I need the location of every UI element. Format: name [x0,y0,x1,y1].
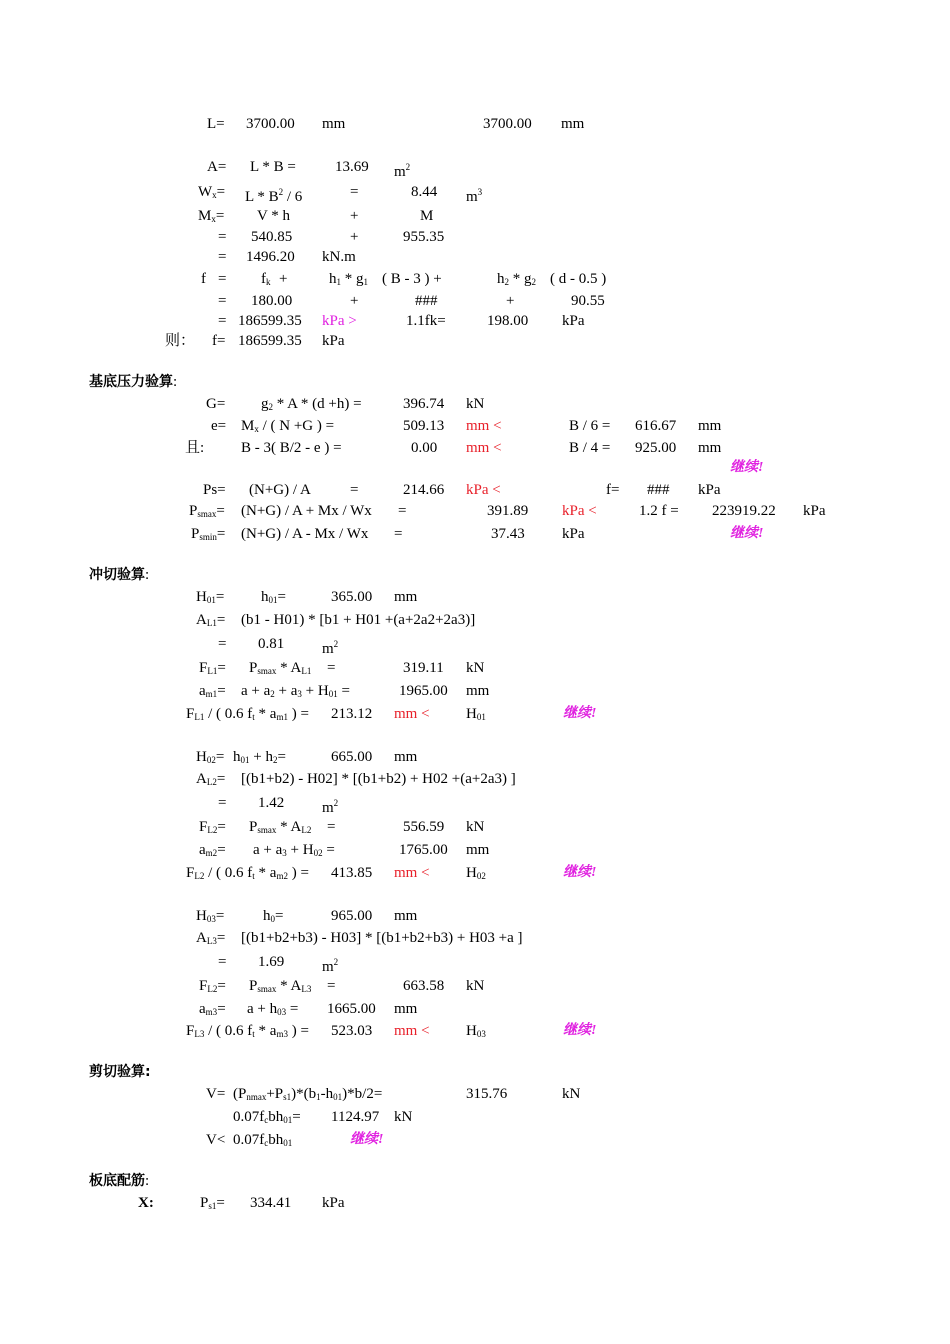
f3-unit-compare: kPa > [322,313,357,329]
f-b-minus-3: ( B - 3 ) + [382,271,442,287]
Mx2-value1: 540.85 [251,229,293,245]
f2-equals: = [218,293,227,309]
qie-B4-unit: mm [698,440,722,456]
L-label: L= [207,116,225,132]
H03-value: 965.00 [331,908,373,924]
AL2b-value: 1.42 [258,795,285,811]
Mx3-value: 1496.20 [246,249,295,265]
e-label: e= [211,418,227,434]
FL2-unit: kN [466,819,485,835]
check1-expression: $F_{L1}$ / ( 0.6 $f_t * a_{m1}$ ) = [186,706,309,722]
Psmax-value: 391.89 [487,503,529,519]
Wx-label: $W_x=$ [198,184,226,200]
Psmax-compare: kPa < [562,503,597,519]
check2-expression: $F_{L2}$ / ( 0.6 $f_t * a_{m2}$ ) = [186,865,309,881]
V-expression: $(P_{nmax}+P_{s1})*(b_1-h_{01})*b/2=$ [233,1086,383,1102]
FL3-equals: = [327,978,336,994]
f3-unit2: kPa [562,313,585,329]
f-equals: = [218,271,227,287]
AL2-label: $A_{L2}=$ [196,771,226,787]
h01-label: $h_{01}=$ [261,589,286,605]
H02-value: 665.00 [331,749,373,765]
f3-equals: = [218,313,227,329]
check2-value: 413.85 [331,865,373,881]
H03-label: $H_{03}=$ [196,908,225,924]
am1-label: $a_{m1}=$ [199,683,226,699]
G-label: G= [206,396,226,412]
e-expression: $M_x$ / ( N +G ) = [241,418,335,434]
FL2-expression: $P_{smax} * A_{L2}$ [249,819,312,835]
f-label: f [201,271,206,287]
am3-label: $a_{m3}=$ [199,1001,226,1017]
f2-value3: 90.55 [571,293,605,309]
V-value: 315.76 [466,1086,508,1102]
FL3-value: 663.58 [403,978,445,994]
e-compare: mm < [466,418,502,434]
resistance-value: 1124.97 [331,1109,380,1125]
Ps-expression: (N+G) / A [249,482,311,498]
Wx-unit: $m^3$ [466,187,483,205]
resistance-unit: kN [394,1109,413,1125]
f-h2g2: $h_2 * g_2$ [497,271,536,287]
Psmax-label: $P_{smax}=$ [189,503,225,519]
f4-unit: kPa [322,333,345,349]
check3-expression: $F_{L3}$ / ( 0.6 $f_t * a_{m3}$ ) = [186,1023,309,1039]
e-B6-unit: mm [698,418,722,434]
Psmin-expression: (N+G) / A - Mx / Wx [241,526,369,542]
f3-label: 1.1fk= [406,313,446,329]
check3-value: 523.03 [331,1023,373,1039]
FL2-label: $F_{L2}=$ [199,819,226,835]
Psmin-equals: = [394,526,403,542]
resistance-expression: $0.07f_cbh_{01}=$ [233,1109,301,1125]
L-value: 3700.00 [246,116,295,132]
am1-value: 1965.00 [399,683,448,699]
Wx-expression: L * $B^2 / 6$ [245,187,303,205]
check1-continue: 继续! [563,706,597,721]
e-value: 509.13 [403,418,445,434]
FL1-label: $F_{L1}=$ [199,660,226,676]
Ps-equals: = [350,482,359,498]
Mx3-equals: = [218,249,227,265]
am2-expression: $a + a_3 + H_{02}$ = [253,842,335,858]
check1-value: 213.12 [331,706,373,722]
section-base-pressure-title: 基底压力验算: [89,374,178,390]
Ps-value: 214.66 [403,482,445,498]
f-plus: + [279,271,288,287]
Ps1-label: $P_{s1}=$ [200,1195,225,1211]
f-fk: $f_k$ [261,271,271,287]
Psmax-equals: = [398,503,407,519]
AL2b-unit: $m^2$ [322,798,339,816]
Psmin-label: $P_{smin}=$ [191,526,226,542]
am1-expression: $a + a_2 + a_3 + H_{01}$ = [241,683,350,699]
Ps1-value: 334.41 [250,1195,292,1211]
H01-unit: mm [394,589,418,605]
Psmax-12f-unit: kPa [803,503,826,519]
H02-label: $H_{02}=$ [196,749,225,765]
f-d-minus-05: ( d - 0.5 ) [550,271,607,287]
H03-unit: mm [394,908,418,924]
Ps-f-value: ### [647,482,670,498]
shear-check-continue: 继续! [350,1132,384,1147]
A-unit: $m^2$ [394,162,411,180]
section-shear-title: 剪切验算: [89,1064,151,1080]
H02-expression: $h_{01} + h_2=$ [233,749,286,765]
qie-B4-label: B / 4 = [569,440,611,456]
AL1b-unit: $m^2$ [322,639,339,657]
Mx-plus: + [350,208,359,224]
am2-value: 1765.00 [399,842,448,858]
f2-value2: ### [415,293,438,309]
AL1-label: $A_{L1}=$ [196,612,226,628]
check2-continue: 继续! [563,865,597,880]
V-unit: kN [562,1086,581,1102]
Mx2-value2: 955.35 [403,229,445,245]
f2-plus2: + [506,293,515,309]
Psmin-value: 37.43 [491,526,525,542]
AL1b-value: 0.81 [258,636,285,652]
f4-label: f= [212,333,226,349]
H02-unit: mm [394,749,418,765]
check3-H: $H_{03}$ [466,1023,486,1039]
Psmax-expression: (N+G) / A + Mx / Wx [241,503,372,519]
check2-H: $H_{02}$ [466,865,486,881]
L-unit: mm [322,116,346,132]
qie-B4-value: 925.00 [635,440,677,456]
am2-unit: mm [466,842,490,858]
section-punching-title: 冲切验算: [89,567,150,583]
Wx-equals: = [350,184,359,200]
AL3b-value: 1.69 [258,954,285,970]
f2-plus1: + [350,293,359,309]
qie-label: 且: [185,440,205,456]
am1-unit: mm [466,683,490,699]
FL1-value: 319.11 [403,660,444,676]
AL2b-equals: = [218,795,227,811]
AL3-expression: [(b1+b2+b3) - H03] * [(b1+b2+b3) + H03 +a ] [241,930,523,946]
H01-label: $H_{01}=$ [196,589,225,605]
L2-unit: mm [561,116,585,132]
am2-label: $a_{m2}=$ [199,842,226,858]
check1-compare: mm < [394,706,430,722]
Mx-label: $M_x=$ [198,208,225,224]
Wx-value: 8.44 [411,184,438,200]
FL1-unit: kN [466,660,485,676]
shear-check-expression: $0.07f_cbh_{01}$ [233,1132,293,1148]
V-label: V= [206,1086,226,1102]
AL2-expression: [(b1+b2) - H02] * [(b1+b2) + H02 +(a+2a3) ] [241,771,516,787]
Ps-f-label: f= [606,482,620,498]
Mx2-equals: = [218,229,227,245]
am3-expression: $a + h_{03}$ = [247,1001,299,1017]
check1-H: $H_{01}$ [466,706,486,722]
AL3b-unit: $m^2$ [322,957,339,975]
h0-label: $h_0=$ [263,908,284,924]
f2-value1: 180.00 [251,293,293,309]
L2-value: 3700.00 [483,116,532,132]
FL3-expression: $P_{smax} * A_{L3}$ [249,978,312,994]
qie-value: 0.00 [411,440,438,456]
Psmax-12f-label: 1.2 f = [639,503,679,519]
G-expression: $g_2 * A * (d +h)$ = [261,396,362,412]
G-value: 396.74 [403,396,445,412]
A-value: 13.69 [335,159,369,175]
continue-label-2: 继续! [730,526,764,541]
am3-unit: mm [394,1001,418,1017]
Psmin-unit: kPa [562,526,585,542]
Mx2-plus: + [350,229,359,245]
FL3-unit: kN [466,978,485,994]
AL1-expression: (b1 - H01) * [b1 + H01 +(a+2a2+2a3)] [241,612,476,628]
FL1-expression: $P_{smax} * A_{L1}$ [249,660,312,676]
Ps-label: Ps= [203,482,226,498]
G-unit: kN [466,396,485,412]
e-B6-label: B / 6 = [569,418,611,434]
Mx-M: M [420,208,434,224]
f-h1g1: $h_1 * g_1$ [329,271,368,287]
AL1b-equals: = [218,636,227,652]
e-B6-value: 616.67 [635,418,677,434]
AL3b-equals: = [218,954,227,970]
section-rebar-title: 板底配筋: [89,1173,150,1189]
Ps1-unit: kPa [322,1195,345,1211]
FL1-equals: = [327,660,336,676]
A-label: A= [207,159,227,175]
AL3-label: $A_{L3}=$ [196,930,226,946]
FL2-equals: = [327,819,336,835]
f3-value: 186599.35 [238,313,302,329]
Ps-compare: kPa < [466,482,501,498]
Psmax-12f-value: 223919.22 [712,503,776,519]
qie-expression: B - 3( B/2 - e ) = [241,440,342,456]
H01-value: 365.00 [331,589,373,605]
X-label: X: [138,1195,154,1211]
Mx-expression: V * h [257,208,291,224]
Mx3-unit: kN.m [322,249,356,265]
continue-label-1: 继续! [730,460,764,475]
qie-compare: mm < [466,440,502,456]
Ps-f-unit: kPa [698,482,721,498]
f3-value2: 198.00 [487,313,529,329]
check3-compare: mm < [394,1023,430,1039]
FL2-value: 556.59 [403,819,445,835]
am3-value: 1665.00 [327,1001,376,1017]
check2-compare: mm < [394,865,430,881]
check3-continue: 继续! [563,1023,597,1038]
shear-check-label: V< [206,1132,226,1148]
FL3-label: $F_{L2}=$ [199,978,226,994]
f4-therefore: 则： [165,333,196,349]
f4-value: 186599.35 [238,333,302,349]
A-expression: L * B = [250,159,296,175]
